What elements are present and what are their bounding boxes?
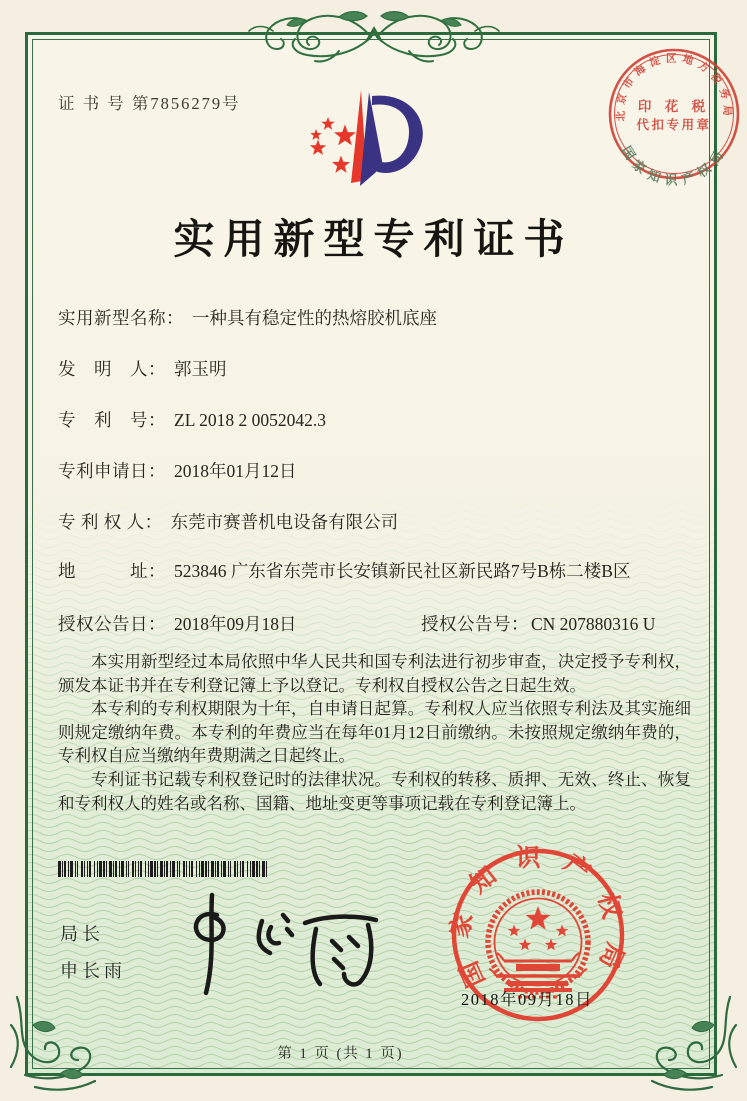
tax-stamp-arc-text: 北京市海淀区地方税务局	[615, 53, 733, 122]
legal-paragraph: 本专利的专利权期限为十年，自申请日起算。专利权人应当依照专利法及其实施细则规定缴纳年费。本专利的年费应当在每年01月12日前缴纳。未按照规定缴纳年费的，专利权自应当缴纳年费期满之日起终止。	[58, 699, 691, 766]
seal-arc-text: 国家知识产权局	[446, 844, 630, 991]
legal-paragraph: 本实用新型经过本局依照中华人民共和国专利法进行初步审查，决定授予专利权，颁发本证书并在专利登记簿上予以登记。专利权自授权公告之日起生效。	[58, 652, 691, 695]
field-label: 实用新型名称：	[58, 308, 184, 328]
tax-stamp-line2: 代扣专用章	[636, 118, 712, 132]
seal-date: 2018年09月18日	[461, 990, 593, 1009]
field-patent-no	[58, 408, 698, 432]
tax-stamp-line1: 印 花 税	[637, 99, 711, 114]
field-value: 郭玉明	[174, 359, 227, 379]
issuer-arc-text: 国家知识产权局	[618, 143, 730, 188]
seal-emblem	[488, 892, 588, 997]
field-grant-no	[421, 612, 655, 636]
field-label: 专 利 权 人：	[58, 512, 163, 532]
legal-paragraph: 专利证书记载专利权登记时的法律状况。专利权的转移、质押、无效、终止、恢复和专利权人的姓名或名称、国籍、地址变更等事项记载在专利登记簿上。	[58, 769, 691, 813]
tax-stamp	[602, 44, 747, 189]
border-ornament-bottom-right-icon	[636, 995, 744, 1095]
field-grant-date	[58, 612, 698, 636]
field-value: ZL 2018 2 0052042.3	[174, 410, 326, 430]
field-value: CN 207880316 U	[531, 614, 656, 634]
field-label: 授权公告号：	[421, 614, 529, 634]
legal-paragraphs	[58, 650, 691, 815]
field-name	[58, 306, 698, 330]
field-label: 地 址：	[58, 561, 166, 581]
field-value: 一种具有稳定性的热熔胶机底座	[192, 308, 437, 328]
field-value: 东莞市赛普机电设备有限公司	[170, 512, 399, 532]
official-name: 申长雨	[60, 961, 126, 981]
field-value: 523846 广东省东莞市长安镇新民社区新民路7号B栋二楼B区	[174, 561, 631, 581]
barcode	[58, 861, 270, 877]
border-ornament-bottom-left-icon	[3, 995, 111, 1095]
field-value: 2018年09月18日	[174, 614, 297, 634]
logo-star-icon	[321, 117, 334, 130]
field-label: 专利申请日：	[58, 461, 166, 481]
signature-autograph	[165, 885, 395, 1000]
field-patentee	[58, 510, 698, 534]
logo-star-icon	[310, 129, 321, 140]
logo-star-icon	[332, 156, 350, 173]
cert-number: 证 书 号 第7856279号	[58, 94, 241, 113]
official-title: 局长	[60, 924, 104, 944]
field-label: 授权公告日：	[58, 614, 166, 634]
field-label: 发 明 人：	[58, 359, 166, 379]
field-filing-date	[58, 459, 698, 483]
field-inventor	[58, 357, 698, 381]
logo-star-icon	[334, 125, 356, 146]
logo-p-mark	[351, 90, 423, 186]
field-value: 2018年01月12日	[174, 461, 297, 481]
cnipa-logo	[298, 84, 448, 190]
page-title: 实用新型专利证书	[173, 216, 574, 262]
page-footer: 第 1 页 (共 1 页)	[277, 1046, 404, 1062]
logo-star-icon	[310, 140, 326, 155]
border-ornament-top-icon	[243, 7, 505, 65]
field-label: 专 利 号：	[58, 410, 166, 430]
field-address	[58, 559, 698, 583]
